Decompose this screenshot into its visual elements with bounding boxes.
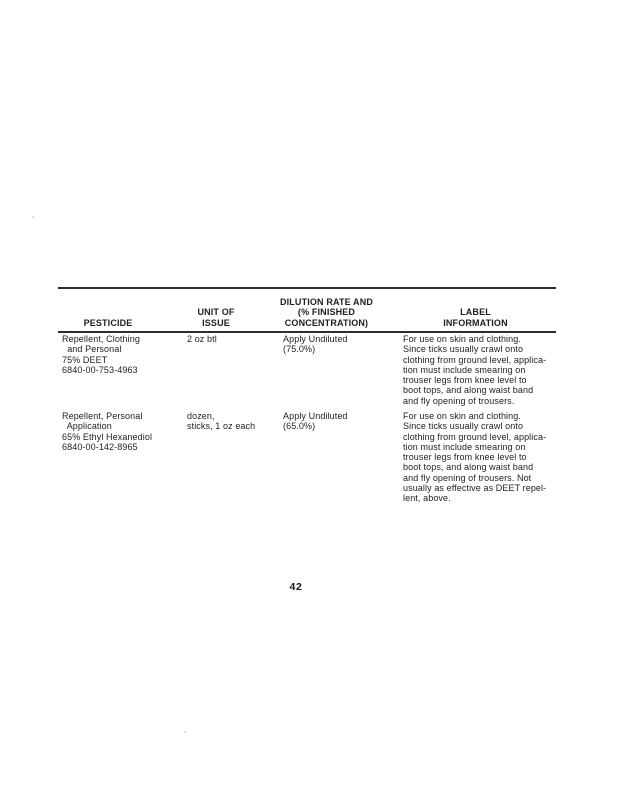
table-header-rule bbox=[58, 331, 556, 333]
text-line: (% FINISHED bbox=[297, 307, 356, 318]
cell-unit-of-issue bbox=[187, 334, 279, 344]
scan-speck bbox=[32, 216, 34, 218]
cell-pesticide bbox=[62, 334, 187, 375]
text-line: tion must include smearing on bbox=[403, 364, 526, 375]
text-line: Since ticks usually crawl onto bbox=[403, 344, 524, 355]
text-line: 6840-00-753-4963 bbox=[62, 364, 138, 375]
text-line: PESTICIDE bbox=[83, 317, 133, 328]
text-line: dozen, bbox=[187, 411, 215, 421]
text-line: ISSUE bbox=[202, 317, 230, 328]
pesticide-table bbox=[58, 287, 556, 517]
text-line: tion must include smearing on bbox=[403, 441, 526, 452]
text-line: Application bbox=[62, 421, 112, 432]
text-line: Apply Undiluted bbox=[283, 411, 348, 421]
column-header-pesticide bbox=[58, 291, 158, 329]
text-line: lent, above. bbox=[403, 493, 451, 504]
cell-label-information bbox=[403, 411, 556, 504]
scan-speck bbox=[184, 731, 186, 733]
cell-dilution-rate bbox=[283, 334, 399, 355]
text-line: 2 oz btl bbox=[187, 334, 217, 344]
cell-pesticide bbox=[62, 411, 187, 452]
text-line: Since ticks usually crawl onto bbox=[403, 421, 524, 432]
text-line: 75% DEET bbox=[62, 354, 108, 365]
text-line: DILUTION RATE AND bbox=[279, 297, 374, 308]
text-line: and fly opening of trousers. Not bbox=[403, 472, 532, 483]
text-line: Apply Undiluted bbox=[283, 334, 348, 344]
table-top-rule bbox=[58, 287, 556, 289]
cell-unit-of-issue bbox=[187, 411, 279, 432]
text-line: and fly opening of trousers. bbox=[403, 395, 515, 406]
text-line: boot tops, and along waist band bbox=[403, 385, 534, 396]
text-line: sticks, 1 oz each bbox=[187, 421, 256, 432]
text-line: clothing from ground level, applica- bbox=[403, 431, 547, 442]
column-header-label-information bbox=[395, 291, 556, 329]
cell-label-information bbox=[403, 334, 556, 406]
column-header-dilution-rate bbox=[264, 291, 389, 329]
text-line: Repellent, Personal bbox=[62, 411, 143, 421]
text-line: trouser legs from knee level to bbox=[403, 452, 527, 463]
text-line: For use on skin and clothing. bbox=[403, 334, 521, 344]
column-header-unit-of-issue bbox=[172, 291, 260, 329]
text-line: 6840-00-142-8965 bbox=[62, 441, 138, 452]
text-line: Repellent, Clothing bbox=[62, 334, 140, 344]
text-line: (75.0%) bbox=[283, 344, 316, 355]
page-number: 42 bbox=[289, 581, 303, 593]
text-line: and Personal bbox=[62, 344, 122, 355]
text-line: clothing from ground level, applica- bbox=[403, 354, 547, 365]
text-line: 65% Ethyl Hexanediol bbox=[62, 431, 153, 442]
text-line: CONCENTRATION) bbox=[284, 317, 369, 328]
text-line: For use on skin and clothing. bbox=[403, 411, 521, 421]
text-line: UNIT OF bbox=[197, 307, 235, 318]
text-line: (65.0%) bbox=[283, 421, 316, 432]
text-line: LABEL bbox=[460, 307, 491, 318]
cell-dilution-rate bbox=[283, 411, 399, 432]
text-line: trouser legs from knee level to bbox=[403, 375, 527, 386]
text-line: INFORMATION bbox=[443, 317, 508, 328]
text-line: usually as effective as DEET repel- bbox=[403, 483, 547, 494]
text-line: boot tops, and along waist band bbox=[403, 462, 534, 473]
